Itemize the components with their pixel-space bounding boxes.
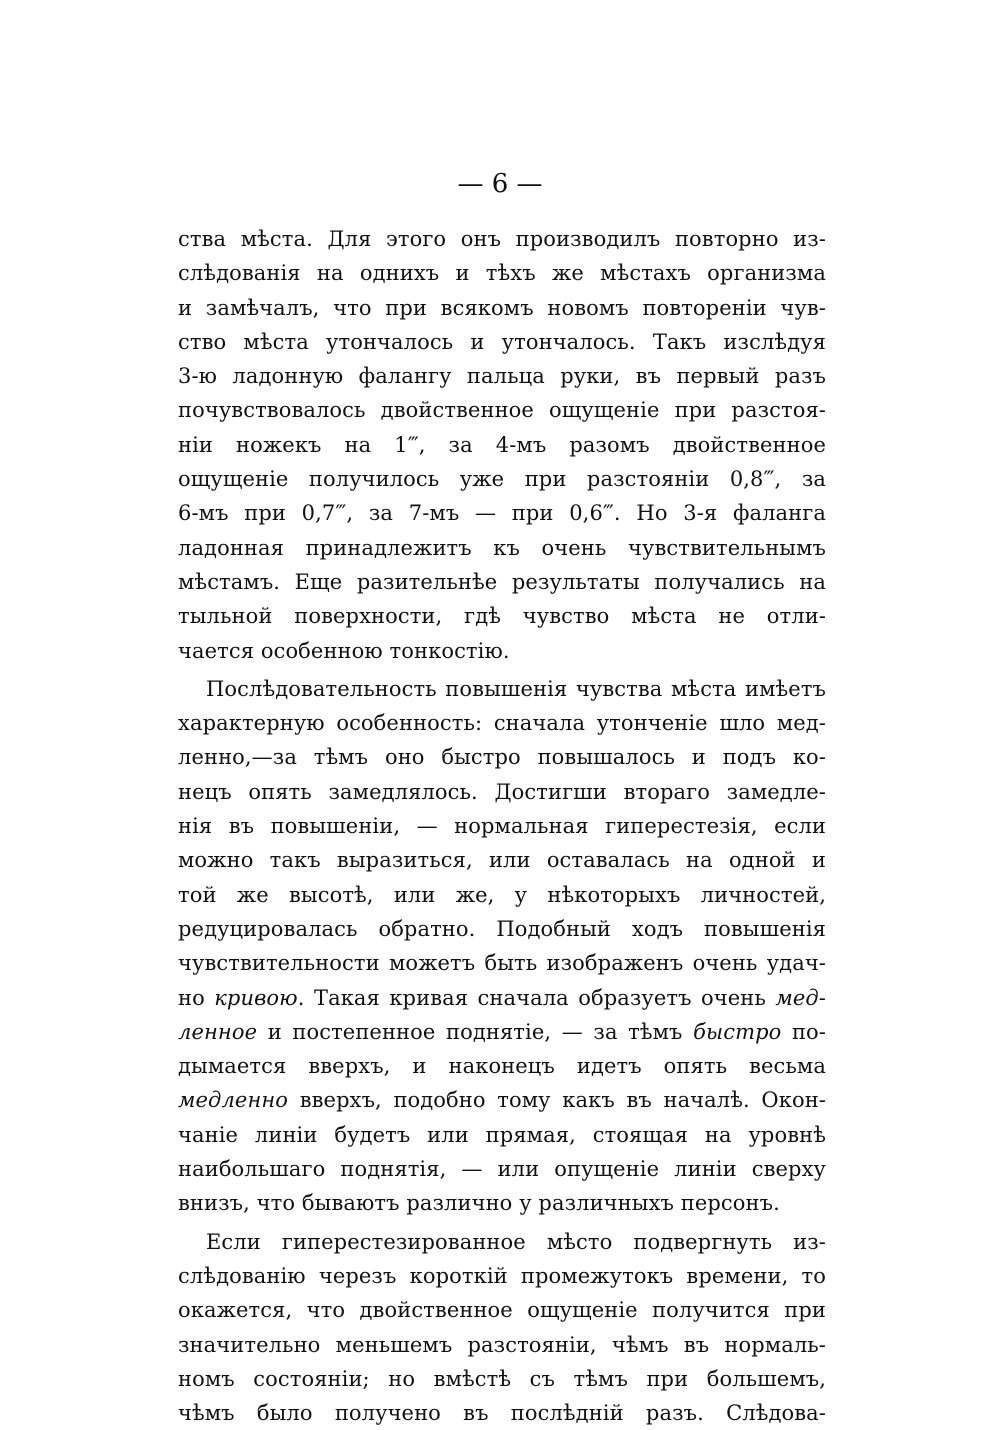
text-fragment: и постепенное поднятіе, — за тѣмъ	[257, 1019, 694, 1044]
text-line: нія въ повышеніи, — нормальная гиперестезія, если	[178, 814, 826, 839]
text-line: и замѣчалъ, что при всякомъ новомъ повтореніи чув-	[178, 295, 826, 320]
text-line: мѣстамъ. Еще разительнѣе результаты получались на	[178, 569, 826, 594]
text-line: чувствительности можетъ быть изображенъ очень удач-	[178, 951, 826, 976]
text-line: ства мѣста. Для этого онъ производилъ повторно из-	[178, 227, 826, 251]
text-fragment: вверхъ, подобно тому какъ въ началѣ. Окон-	[288, 1088, 826, 1113]
text-line: значительно меньшемъ разстояніи, чѣмъ въ нормаль-	[178, 1332, 826, 1357]
text-line: наибольшаго поднятія, — или опущеніе линіи сверху	[178, 1157, 826, 1182]
text-line: ство мѣста утончалось и утончалось. Такъ изслѣдуя	[178, 329, 826, 354]
text-line: 3-ю ладонную фалангу пальца руки, въ первый разъ	[178, 364, 826, 389]
paragraph-1	[178, 222, 826, 668]
text-line: чаніе линіи будетъ или прямая, стоящая на уровнѣ	[178, 1122, 826, 1147]
italic-term: быстро	[693, 1019, 782, 1044]
text-line: тыльной поверхности, гдѣ чувство мѣста не отли-	[178, 604, 826, 629]
text-line: слѣдованію черезъ короткій промежутокъ времени, то	[178, 1263, 826, 1288]
text-line: можно такъ выразиться, или оставалась на одной и	[178, 848, 826, 873]
text-line: нецъ опять замедлялось. Достигши втораго замедле-	[178, 779, 826, 804]
page-number: — 6 —	[457, 169, 543, 199]
text-line: чѣмъ было получено въ послѣдній разъ. Слѣдова-	[178, 1401, 826, 1426]
text-line: ніи ножекъ на 1‴, за 4-мъ разомъ двойственное	[178, 432, 826, 457]
text-fragment: по-	[781, 1019, 826, 1044]
text-line	[178, 1015, 826, 1049]
italic-term: мед-	[775, 985, 826, 1010]
text-line: ощущеніе получилось уже при разстояніи 0,8‴, за	[178, 467, 826, 492]
text-line: редуцировалась обратно. Подобный ходъ повышенія	[178, 916, 826, 941]
text-line: внизъ, что бываютъ различно у различныхъ персонъ.	[178, 1191, 780, 1216]
paragraph-2	[178, 672, 826, 1221]
text-line: 6-мъ при 0,7‴, за 7-мъ — при 0,6‴. Но 3-я фаланга	[178, 501, 826, 526]
text-fragment: но	[178, 985, 215, 1010]
italic-term: медленно	[178, 1088, 289, 1113]
text-line: почувствовалось двойственное ощущеніе при разстоя-	[178, 398, 826, 423]
text-line: номъ состояніи; но вмѣстѣ съ тѣмъ при большемъ,	[178, 1366, 826, 1391]
text-line: ленно,—за тѣмъ оно быстро повышалось и подъ ко-	[178, 745, 826, 770]
text-fragment: . Такая кривая сначала образуетъ очень	[297, 985, 776, 1010]
text-line: ладонная принадлежитъ къ очень чувствительнымъ	[178, 535, 826, 560]
italic-term: кривою	[214, 985, 298, 1010]
text-line	[178, 981, 826, 1015]
text-line	[178, 1083, 826, 1117]
italic-term: ленное	[178, 1019, 258, 1044]
text-line: той же высотѣ, или же, у нѣкоторыхъ личностей,	[178, 882, 826, 907]
text-line: чается особенною тонкостію.	[178, 638, 510, 663]
text-line: Если гиперестезированное мѣсто подвергнуть из-	[206, 1229, 826, 1254]
text-line: окажется, что двойственное ощущеніе получится при	[178, 1298, 826, 1323]
text-line: слѣдованія на однихъ и тѣхъ же мѣстахъ организма	[178, 261, 826, 286]
text-line: Послѣдовательность повышенія чувства мѣста имѣетъ	[206, 676, 826, 701]
text-line: характерную особенность: сначала утонченіе шло мед-	[178, 711, 826, 736]
body-text	[178, 222, 826, 1430]
paragraph-3	[178, 1225, 826, 1430]
text-line: дымается вверхъ, и наконецъ идетъ опять весьма	[178, 1054, 826, 1079]
